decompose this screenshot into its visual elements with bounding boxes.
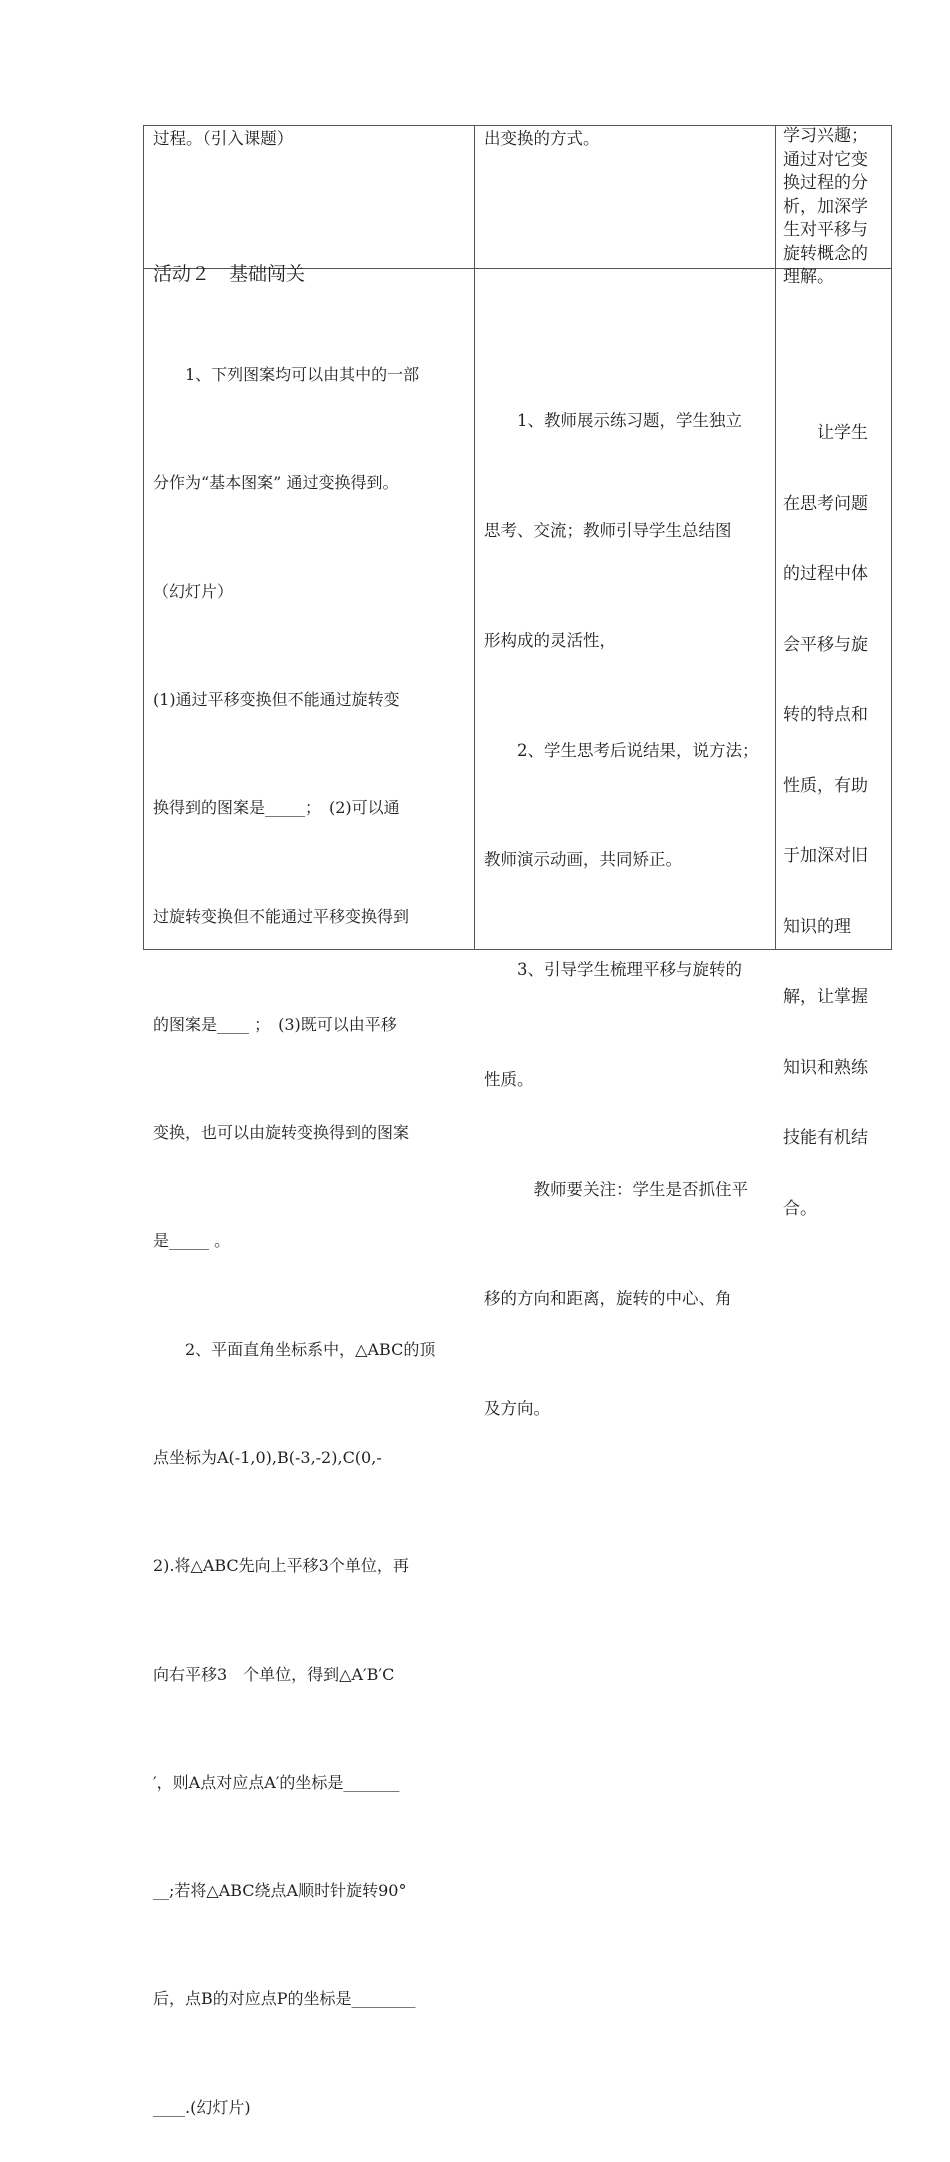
row1-col2-text: 出变换的方式。 [484, 129, 600, 148]
column-divider-2 [775, 125, 776, 950]
col3-line: 性质，有助 [783, 775, 868, 796]
col3-line: 知识和熟练 [783, 1057, 868, 1078]
col3-line: 在思考问题 [783, 493, 868, 514]
activity-line: ____.(幻灯片) [153, 2097, 251, 2117]
col3-block2 [783, 375, 868, 1245]
teacher-line: 移的方向和距离，旋转的中心、角 [484, 1289, 732, 1309]
col3-line: 合。 [783, 1198, 817, 1219]
column-divider-1 [474, 125, 475, 950]
col3-line: 转的特点和 [783, 705, 868, 725]
teacher-line: 3、引导学生梳理平移与旋转的 [484, 960, 742, 980]
activity-line: 2、平面直角坐标系中，△ABC的顶 [153, 1339, 436, 1359]
col3-line: 于加深对旧 [783, 846, 868, 866]
activity-line: (1)通过平移变换但不能通过旋转变 [153, 690, 400, 710]
row1-col1-text: 过程。（引入课题） [153, 129, 294, 148]
activity-line: 分作为“基本图案” 通过变换得到。 [153, 473, 399, 493]
activity-line: （幻灯片） [153, 581, 234, 601]
activity-line: 过旋转变换但不能通过平移变换得到 [153, 906, 410, 926]
col3-line: 知识的理 [783, 916, 851, 937]
activity-line: 点坐标为A(-1,0),B(-3,-2),C(0,- [153, 1448, 382, 1467]
activity-text [153, 285, 435, 2162]
col3-line: 会平移与旋 [783, 634, 868, 655]
col3-line: 通过对它变 [783, 149, 868, 170]
col3-line: 析，加深学 [783, 196, 868, 217]
teacher-line: 1、教师展示练习题，学生独立 [484, 411, 742, 431]
activity-line: 变换，也可以由旋转变换得到的图案 [153, 1123, 410, 1143]
col3-line: 生对平移与 [783, 220, 868, 240]
teacher-line: 及方向。 [484, 1399, 550, 1419]
activity-line: 的图案是____ ； (3)既可以由平移 [153, 1014, 397, 1034]
col3-line: 的过程中体 [783, 564, 868, 584]
activity-line: 是_____ 。 [153, 1231, 231, 1251]
col3-line: 换过程的分 [783, 173, 868, 193]
teacher-line: 教师要关注：学生是否抓住平 [484, 1179, 748, 1199]
activity-line: ′，则A点对应点A′的坐标是_______ [153, 1772, 400, 1792]
col3-line: 技能有机结 [783, 1128, 868, 1148]
teacher-text [484, 330, 759, 1464]
teacher-line: 2、学生思考后说结果，说方法； [484, 740, 759, 760]
teacher-line: 性质。 [484, 1069, 534, 1089]
activity-line: 向右平移3 个单位，得到△A′B′C [153, 1664, 395, 1684]
col3-line: 让学生 [783, 423, 868, 443]
col3-line: 学习兴趣； [783, 126, 868, 146]
col3-line: 解，让掌握 [783, 987, 868, 1007]
teacher-line: 思考、交流；教师引导学生总结图 [484, 520, 732, 540]
col3-line: 旋转概念的 [783, 243, 868, 264]
activity-line: __;若将△ABC绕点A顺时针旋转90° [153, 1881, 407, 1901]
teacher-line: 形构成的灵活性， [484, 630, 616, 650]
teacher-line: 教师演示动画，共同矫正。 [484, 850, 682, 870]
activity-line: 换得到的图案是_____； (2)可以通 [153, 798, 400, 818]
activity-line: 后，点B的对应点P的坐标是________ [153, 1989, 416, 2009]
activity-line: 1、下列图案均可以由其中的一部 [153, 365, 420, 385]
activity-line: 2).将△ABC先向上平移3个单位，再 [153, 1556, 409, 1576]
activity-heading: 活动２ 基础闯关 [153, 263, 306, 285]
col3-line: 理解。 [783, 267, 834, 287]
col3-block1 [783, 125, 868, 290]
